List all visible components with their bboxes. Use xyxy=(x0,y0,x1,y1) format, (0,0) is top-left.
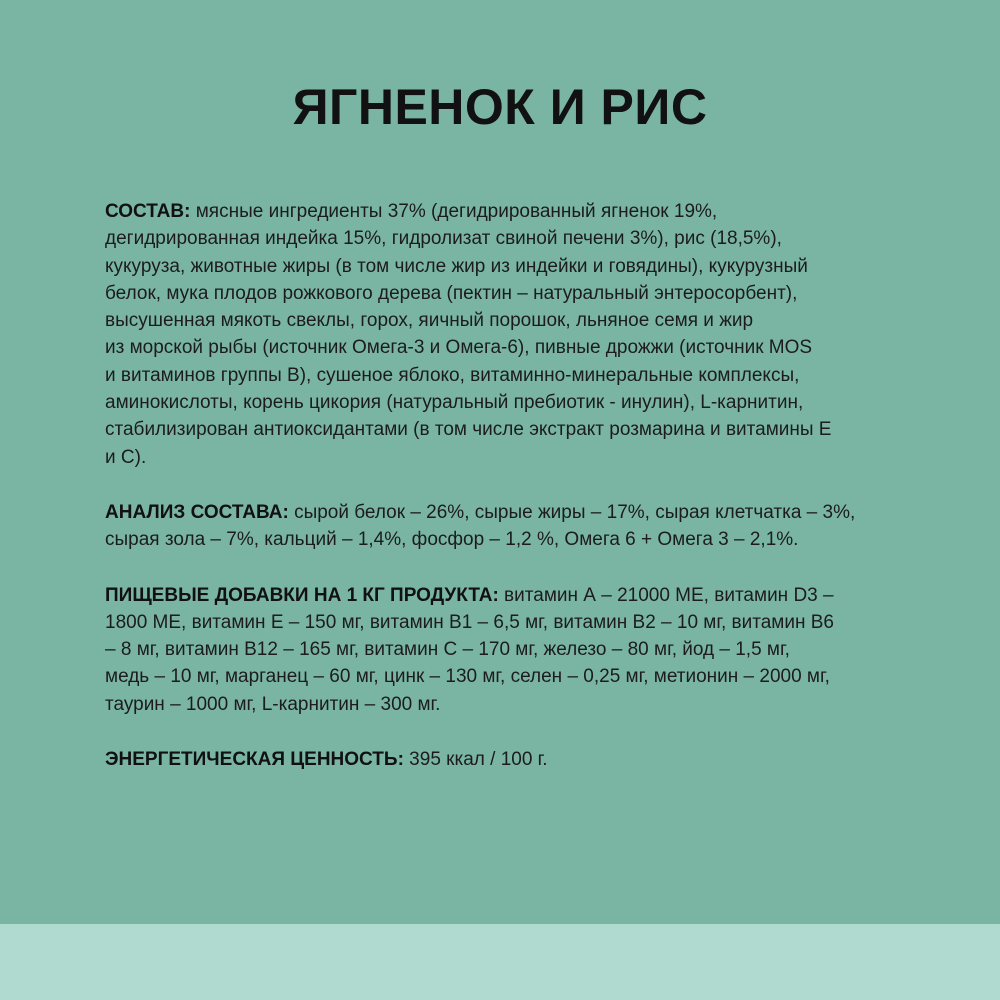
additives-line: – 8 мг, витамин В12 – 165 мг, витамин С – 170 мг, железо – 80 мг, йод – 1,5 мг, xyxy=(105,639,790,661)
composition-line: и С). xyxy=(105,446,147,468)
energy-text: 395 ккал / 100 г. xyxy=(403,749,548,771)
composition-section xyxy=(105,198,905,471)
composition-line: стабилизирован антиоксидантами (в том числе экстракт розмарина и витамины Е xyxy=(105,419,832,441)
composition-line: высушенная мякоть свеклы, горох, яичный порошок, льняное семя и жир xyxy=(105,310,754,332)
composition-line: кукуруза, животные жиры (в том числе жир из индейки и говядины), кукурузный xyxy=(105,255,808,277)
analysis-label: АНАЛИЗ СОСТАВА: xyxy=(105,501,289,523)
composition-text: мясные ингредиенты 37% (дегидрированный ягненок 19%, xyxy=(190,201,718,222)
additives-label: ПИЩЕВЫЕ ДОБАВКИ НА 1 КГ ПРОДУКТА: xyxy=(105,584,499,606)
composition-line xyxy=(105,198,905,225)
analysis-text: сырой белок – 26%, сырые жиры – 17%, сырая клетчатка – 3%, xyxy=(288,501,856,523)
additives-text: витамин А – 21000 МЕ, витамин D3 – xyxy=(498,584,834,606)
composition-line: дегидрированная индейка 15%, гидролизат свиной печени 3%), рис (18,5%), xyxy=(105,228,782,250)
energy-section xyxy=(105,746,905,773)
additives-line xyxy=(105,582,905,609)
composition-label: СОСТАВ: xyxy=(105,201,191,222)
energy-line xyxy=(105,746,905,773)
composition-line: и витаминов группы B), сушеное яблоко, витаминно-минеральные комплексы, xyxy=(105,364,800,386)
composition-line: белок, мука плодов рожкового дерева (пектин – натуральный энтеросорбент), xyxy=(105,282,798,304)
product-description xyxy=(105,198,905,801)
analysis-section xyxy=(105,499,905,554)
additives-line: таурин – 1000 мг, L-карнитин – 300 мг. xyxy=(105,693,441,715)
energy-label: ЭНЕРГЕТИЧЕСКАЯ ЦЕННОСТЬ: xyxy=(105,749,404,771)
composition-line: аминокислоты, корень цикория (натуральный пребиотик - инулин), L-карнитин, xyxy=(105,392,804,414)
analysis-line: сырая зола – 7%, кальций – 1,4%, фосфор – 1,2 %, Омега 6 + Омега 3 – 2,1%. xyxy=(105,529,799,551)
bottom-band xyxy=(0,924,1000,1000)
page-title: ЯГНЕНОК И РИС xyxy=(292,79,708,135)
composition-line: из морской рыбы (источник Омега-3 и Омега-6), пивные дрожжи (источник MOS xyxy=(105,337,813,359)
additives-line: медь – 10 мг, марганец – 60 мг, цинк – 130 мг, селен – 0,25 мг, метионин – 2000 мг, xyxy=(105,666,830,688)
additives-section xyxy=(105,582,905,718)
additives-line: 1800 МЕ, витамин Е – 150 мг, витамин В1 – 6,5 мг, витамин В2 – 10 мг, витамин В6 xyxy=(105,611,834,633)
analysis-line xyxy=(105,499,905,526)
